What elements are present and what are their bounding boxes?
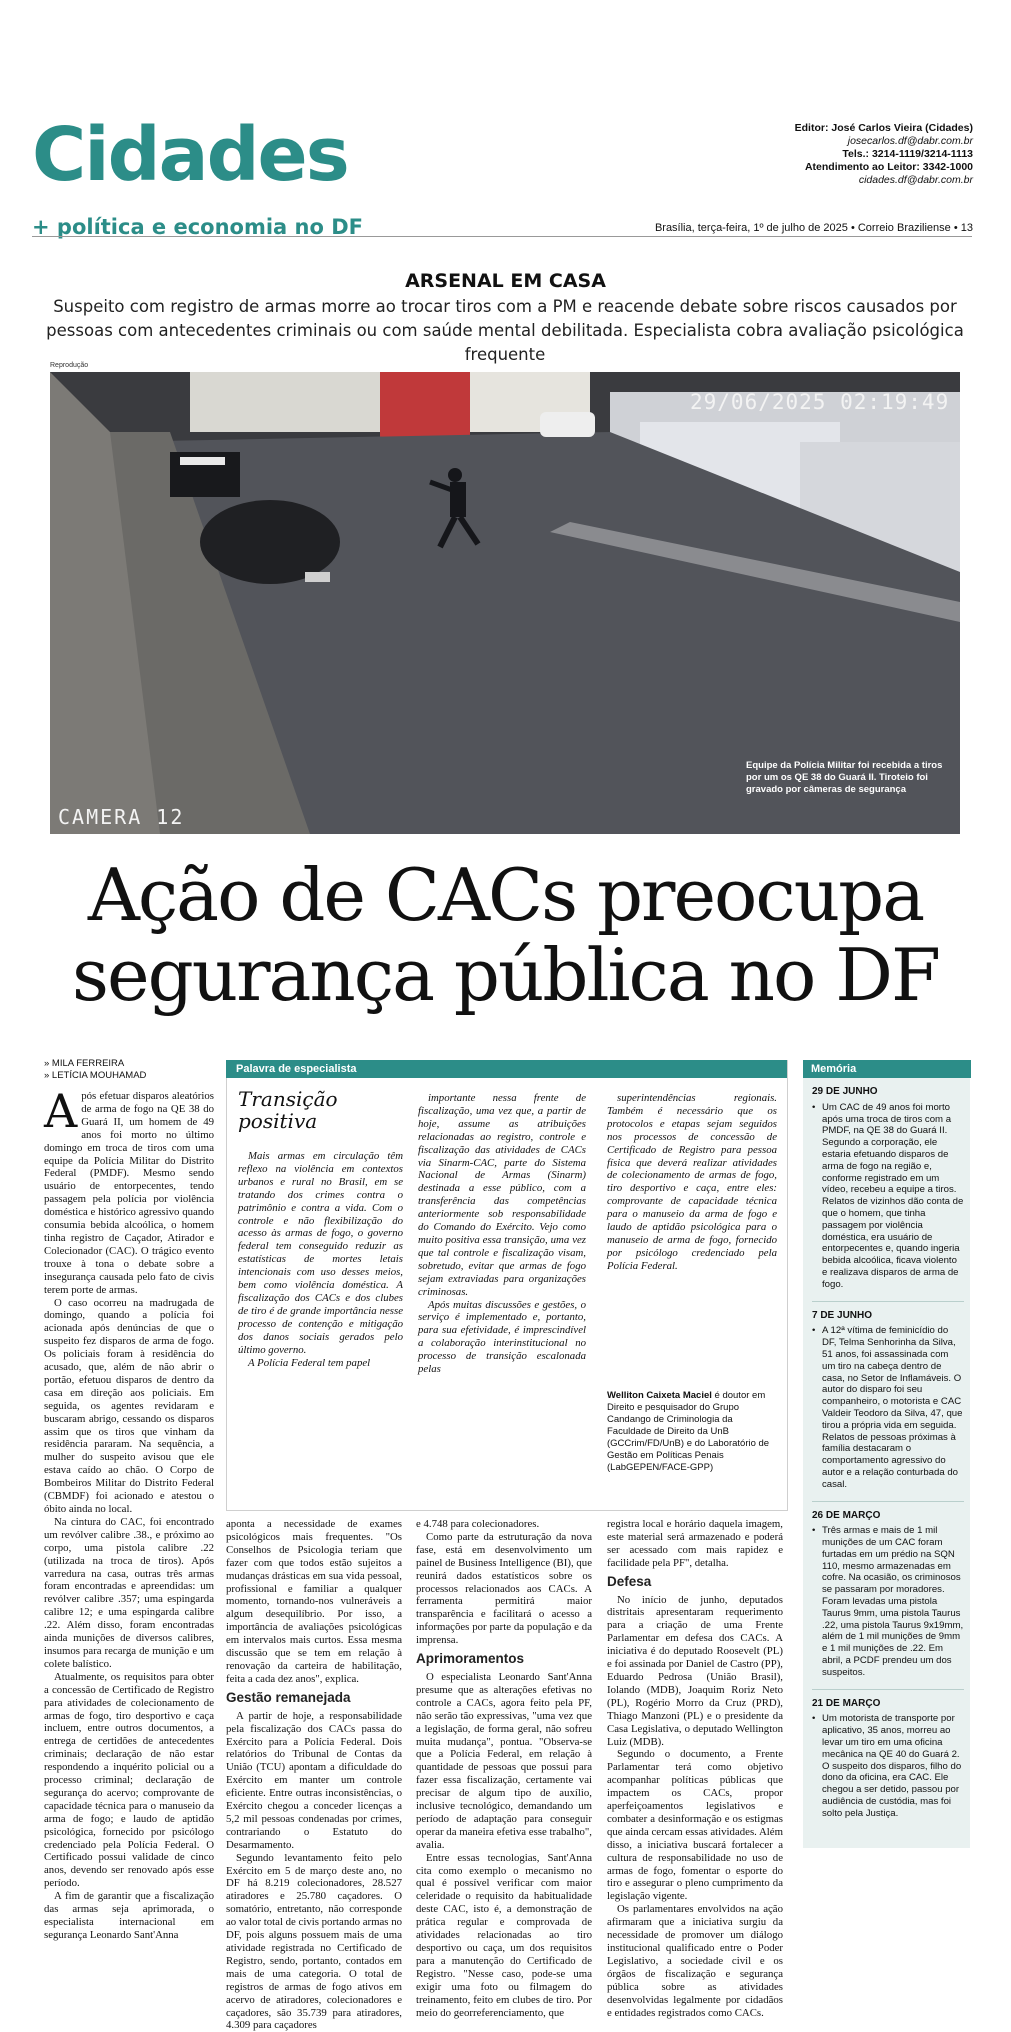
camera-timestamp: 29/06/2025 02:19:49 [690,390,950,414]
reader-service: Atendimento ao Leitor: 3342-1000 [804,161,973,173]
expert-paragraph: superintendências regionais. Também é necessário que os protocolos e etapas sejam seguidos nos processos de concessão de Certificado de Registro para pessoa física que deverá realizar atividades de colecionamento de armas de fogo, tiro desportivo e caça, entre eles: comprovante de capacidade técnica para o manuseio da arma de fogo e laudo de aptidão psicológica para o manuseio de arma de fogo, fornecido por psicólogo credenciado pela Polícia Federal. [607,1092,777,1272]
article-paragraph: pós efetuar disparos aleatórios de arma de fogo na QE 38 do Guará II, um homem de 49 anos foi morto no último domingo em troca de tiros com uma equipe da Polícia Militar do Distrito Federal (PMDF). Mesmo sendo usuário de entorpecentes, tendo passagem pela polícia por violência doméstica e histórico agressivo quando consumia bebida alcoólica, o homem tinha registro de Caçador, Atirador e Colecionador (CAC). O trágico evento trouxe à tona o debate sobre a insegurança causada pelo fato de civis terem porte de armas. [44,1090,214,1296]
reader-email[interactable]: cidades.df@dabr.com.br [858,174,973,186]
article-paragraph: No início de junho, deputados distritais apresentaram requerimento para a criação de uma Frente Parlamentar em defesa dos CACs. A iniciativa é do deputado Roosevelt (PL) e foi assinada por Daniel de Castro (PP), Eduardo Pedrosa (União Brasil), Iolando (MDB), Joaquim Roriz Neto (PL), Rogério Morro da Cruz (PRD), Thiago Manzoni (PL) e o presidente da Casa Legislativa, o deputado Wellington Luiz (MDB). [607,1593,783,1748]
article-column-1 [44,1084,214,1942]
memoria-date: 7 DE JUNHO [812,1309,873,1321]
deck-subtitle: Suspeito com registro de armas morre ao trocar tiros com a PM e reacende debate sobre riscos causados por pessoas com antecedentes criminais ou com saúde mental debilitada. Especialista cobra avaliação psicológica frequente [46,297,964,364]
memoria-divider [812,1501,964,1502]
memoria-text: • Três armas e mais de 1 mil munições de um CAC foram furtadas em um prédio na SQN 110, mesmo armazenadas em cofre. Na ocasião, os criminosos se passaram por moradores. Foram levadas uma pistola Taurus 9mm, uma pistola Taurus .22, uma pistola Taurus 9x19mm, além de 1 mil munições de 9mm e 1 mil munições de .22. Em abril, a PCDF prendeu um dos suspeitos. [812,1525,964,1678]
article-paragraph: A partir de hoje, a responsabilidade pela fiscalização dos CACs passa do Exército para a Polícia Federal. Dois relatórios do Tribunal de Contas da União (TCU) apontam a dificuldade do Exército em manter um controle eficiente. Entre outras inconsistências, o Exército chegou a conceder licenças a 5,2 mil pessoas condenadas por crimes, contrariando o Estatuto do Desarmamento. [226,1709,402,1851]
memoria-divider [812,1301,964,1302]
photo-caption: Equipe da Polícia Militar foi recebida a tiros por um os QE 38 do Guará II. Tiroteio foi gravado por câmeras de segurança [746,760,943,795]
section-subtitle: + política e economia no DF [32,215,364,239]
bylines [44,1058,146,1082]
kicker: ARSENAL EM CASA [405,270,606,292]
article-paragraph: O caso ocorreu na madrugada de domingo, quando a polícia foi acionada após denúncias de que o suspeito fez disparos de arma de fogo. Os policiais foram à residência do acusado, que, além de não abrir o portão, efetuou disparos de dentro da casa em direção aos policiais. Em seguida, os agentes revidaram e buscaram abrigo, cessando os disparos assim que os tiros que vinham da residência pararam. Na sequência, a mulher do suspeito avisou que ele estava caído ao chão. O Corpo de Bombeiros Militar do Distrito Federal (CBMDF) foi acionado e atestou o óbito ainda no local. [44,1296,214,1515]
expert-name: Welliton Caixeta Maciel [607,1390,712,1401]
section-title: Cidades [32,112,348,198]
editor-email[interactable]: josecarlos.df@dabr.com.br [847,135,973,147]
article-paragraph: Segundo o documento, a Frente Parlamentar terá como objetivo acompanhar políticas públicas que impactem os CACs, propor aperfeiçoamentos legislativos e combater a desinformação e os estigmas que ainda cercam essas atividades. Além disso, a iniciativa buscará fortalecer a cultura de responsabilidade no uso de armas de fogo, fomentar o esporte do tiro e assegurar o pleno cumprimento da legislação vigente. [607,1748,783,1903]
dateline: Brasília, terça-feira, 1º de julho de 2025 • Correio Braziliense • 13 [654,222,973,234]
phones: Tels.: 3214-1119/3214-1113 [842,148,973,160]
camera-label: CAMERA 12 [58,805,185,829]
drop-cap: A [44,1084,78,1138]
memoria-date: 21 DE MARÇO [812,1697,881,1709]
memoria-text: • Um motorista de transporte por aplicativo, 35 anos, morreu ao levar um tiro em uma oficina mecânica na QE 40 do Guará 2. O suspeito dos disparos, filho do dono da oficina, era CAC. Ele chegou a ser detido, passou por audiência de custódia, mas foi solto pela Justiça. [812,1713,964,1819]
byline-author: » MILA FERREIRA [44,1058,125,1069]
expert-paragraph: importante nessa frente de fiscalização, uma vez que, a partir de hoje, assume as atribuições relacionadas ao registro, controle e fiscalização das atividades de CACs via Sinarm-CAC, parte do Sistema Nacional de Armas (Sinarm) destinada a esse público, com a transferência das competências anteriormente sob responsabilidade do Comando do Exército. Vejo como muito positiva essa transição, uma vez que tal controle e fiscalização visam, sobretudo, evitar que armas de fogo sejam extraviadas para organizações criminosas. [418,1092,586,1298]
article-paragraph: Como parte da estruturação da nova fase, está em desenvolvimento um painel de Business Intelligence (BI), que reunirá dados estatísticos sobre os processos relacionados aos CACs. A ferramenta permitirá maior transparência e facilitará o acesso a informações por parte da população e da imprensa. [416,1530,592,1647]
memoria-timeline [812,1086,964,1830]
expert-paragraph: Mais armas em circulação têm reflexo na violência em contextos urbanos e rural no Brasil, em se tratando dos crimes contra o patrimônio e contra a vida. Com o controle e não flexibilização do acesso às armas de fogo, o governo federal tem conseguido reduzir as estatísticas de mortes letais intencionais com uso desses meios, bem como violência doméstica. A fiscalização dos CACs e dos clubes de tiro é de grande importância nesse processo de contenção e mitigação dos danos sociais gerados pelo último governo. [238,1150,403,1356]
memoria-divider [812,1689,964,1690]
expert-column-1 [238,1150,403,1369]
memoria-text: • A 12ª vítima de feminicídio do DF, Telma Senhorinha da Silva, 51 anos, foi assassinada com um tiro na cabeça dentro de casa, no Setor de Inflamáveis. O autor do disparo foi seu companheiro, o motorista e CAC Valdeir Teodoro da Silva, 47, que tirou a própria vida em seguida. Relatos de pessoas próximas à família destacaram o comportamento agressivo do autor e a relação conturbada do casal. [812,1325,964,1490]
article-paragraph: aponta a necessidade de exames psicológicos mais frequentes. "Os Conselhos de Psicologia teriam que fazer com que todos estão sujeitos a mudanças drásticas em sua vida pessoal, profissional e familiar a qualquer momento, tornando-nos vulneráveis a algum desequilíbrio. Por isso, a importância de avaliações psicológicas em intervalos mais curtos. Essa mesma discussão que se tem em relação à renovação da carteira de habilitação, feita a cada dez anos", explica. [226,1518,402,1685]
expert-bio [607,1390,777,1474]
memoria-date: 29 DE JUNHO [812,1086,878,1097]
expert-paragraph: Após muitas discussões e gestões, o serviço é implementado e, portanto, para sua efetividade, é imprescindível a colaboração interinstitucional no processo de transição escalonada pelas [418,1298,586,1376]
expert-column-2 [418,1092,586,1376]
article-paragraph: e 4.748 para colecionadores. [416,1518,540,1530]
subhead-aprimoramentos: Aprimoramentos [416,1651,525,1667]
subhead-defesa: Defesa [607,1573,652,1589]
editor-info [795,122,973,187]
article-paragraph: registra local e horário daquela imagem, este material será armazenado e poderá ser acessado com mais rapidez e facilidade pela PF", detalha. [607,1518,783,1569]
article-paragraph: Segundo levantamento feito pelo Exército em 5 de março deste ano, no DF há 8.219 colecionadores, 28.527 atiradores e 25.780 caçadores. O somatório, entretanto, não corresponde ao valor total de civis portando armas no DF, pois alguns possuem mais de uma atividade registrada no Certificado de Registro, sendo, portanto, contados em mais de uma categoria. O total de registros de armas de fogo ativos em acervo de atiradores, colecionadores e caçadores, são 35.739 para atiradores, 4.309 para caçadores [226,1851,402,2032]
memoria-date: 26 DE MARÇO [812,1509,881,1521]
byline-author: » LETÍCIA MOUHAMAD [44,1070,147,1081]
memoria-label: Memória [803,1060,971,1078]
subhead-gestao: Gestão remanejada [226,1689,351,1705]
memoria-text: • Um CAC de 49 anos foi morto após uma troca de tiros com a PMDF, na QE 38 do Guará II. Segundo a corporação, ele estaria efetuando disparos de arma de fogo na região e, conforme registrado em um vídeo, recebeu a equipe a tiros. Relatos de vizinhos dão conta de que o homem, que tinha passagem por violência doméstica, era usuário de entorpecentes e, quando ingeria bebida alcoólica, ficava violento e realizava disparos de arma de fogo. [812,1102,964,1291]
expert-bio-text: é doutor em Direito e pesquisador do Grupo Candango de Criminologia da Faculdade de Direito da UnB (GCCrim/FD/UnB) e do Laboratório de Gestão em Políticas Penais (LabGEPEN/FACE-GPP) [607,1390,770,1473]
editor-line: Editor: José Carlos Vieira (Cidades) [794,122,973,134]
expert-box-label: Palavra de especialista [226,1060,787,1078]
photo-credit: Reprodução [50,362,89,369]
article-column-4 [607,1518,783,2019]
article-paragraph: A fim de garantir que a fiscalização das armas seja aprimorada, o especialista internacional em segurança Leonardo Sant'Anna [44,1890,214,1941]
article-paragraph: Os parlamentares envolvidos na ação afirmaram que a iniciativa surgiu da necessidade de promover um diálogo institucional qualificado entre o Poder Legislativo, a sociedade civil e os órgãos de fiscalização e segurança pública sobre as atividades desenvolvidas legalmente por cidadãos e entidades registrados como CACs. [607,1903,783,2019]
expert-paragraph: A Polícia Federal tem papel [248,1356,371,1369]
article-column-2 [226,1518,402,2032]
article-column-3 [416,1518,592,2019]
masthead-divider [32,236,972,237]
headline: Ação de CACs preocupa segurança pública no DF [72,853,939,1017]
expert-column-3 [607,1092,777,1273]
article-paragraph: Atualmente, os requisitos para obter a concessão de Certificado de Registro para atividades de colecionamento de armas de fogo, tiro desportivo e caça incluem, entre outros documentos, a entrega de certidões de antecedentes criminais; declaração de não estar respondendo a inquérito policial ou a processo criminal; declaração de segurança do acervo; comprovante de capacidade técnica para o manuseio da arma de fogo; e laudo de aptidão psicológica, fornecido por psicólogo credenciado pela Polícia Federal. O Certificado possui validade de cinco anos, devendo ser renovado após esse período. [44,1670,214,1890]
article-paragraph: O especialista Leonardo Sant'Anna presume que as alterações efetivas no controle a CACs, agora feito pela PF, não serão tão expressivas, "uma vez que a legislação, de forma geral, não sofreu muita mudança", pontua. "Observa-se que a Polícia Federal, em relação à quantidade de pessoas que possui para fazer essa fiscalização, certamente vai precisar de algum tipo de auxílio, inclusive tecnológico, demandando um período de adaptação para conseguir operar da maneira efetiva esse trabalho", avalia. [416,1670,592,1851]
article-paragraph: Na cintura do CAC, foi encontrado um revólver calibre .38., e próximo ao corpo, uma pistola calibre .22 (utilizada na troca de tiros). Após varredura na casa, outras três armas foram encontradas e apreendidas: um revólver calibre .357; uma espingarda calibre 12; e uma espingarda calibre .22. Além disso, foram encontradas ainda munições de diversos calibres, insumos para recarga de munição e um colete balístico. [44,1515,214,1670]
expert-title: Transição positiva [238,1087,338,1133]
article-paragraph: Entre essas tecnologias, Sant'Anna cita como exemplo o mecanismo no qual é possível verificar com maior celeridade o requisito da habitualidade deste CAC, isto é, a demonstração de prática regular e comprovada de atividades relacionadas ao tiro desportivo ou caça, um dos requisitos para a manutenção do Certificado de Registro. "Nesse caso, pode-se uma exigir uma foto ou filmagem do treinamento, feito em clubes de tiro. Por meio do georreferenciamento, que [416,1851,592,2019]
